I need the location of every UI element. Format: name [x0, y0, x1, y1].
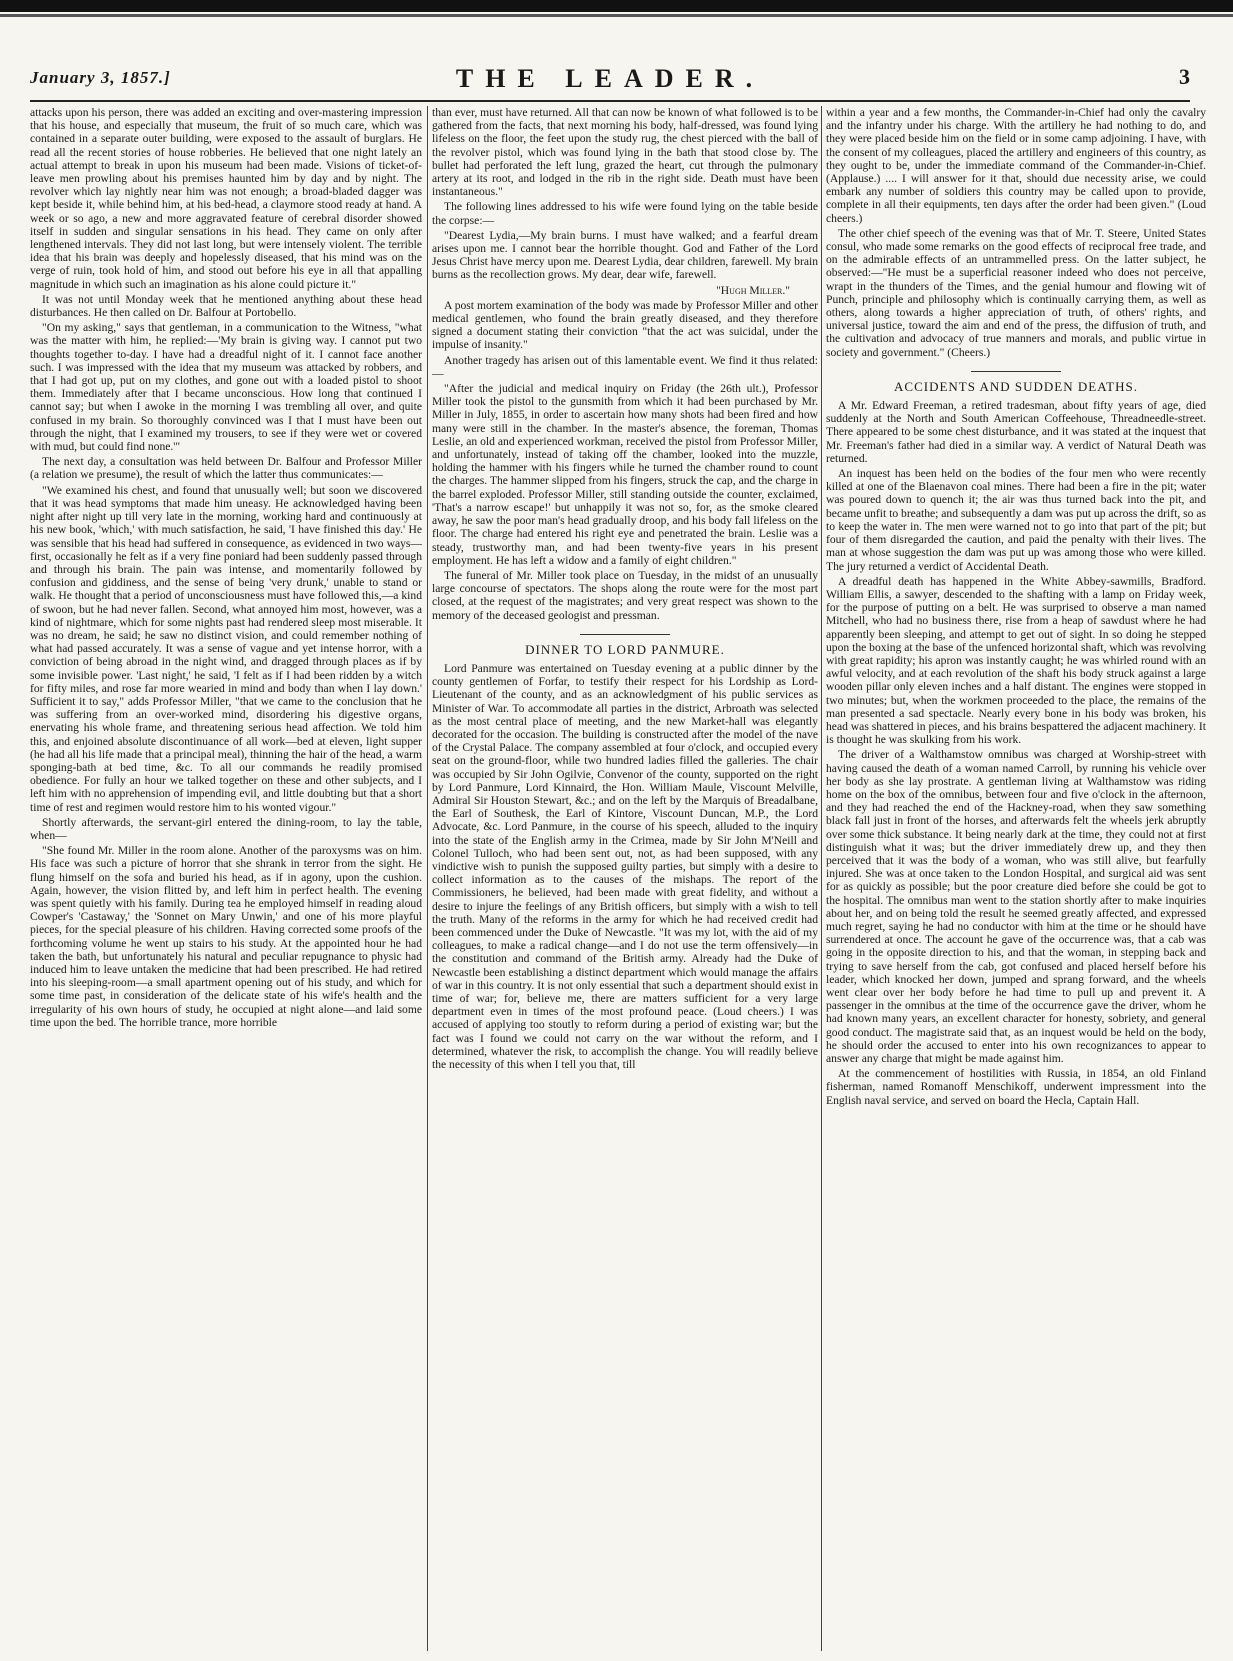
paragraph: A post mortem examination of the body was made by Professor Miller and other medical gentlemen, who found the brain greatly diseased, and they therefore signed a document stating their conviction "that the act was suicidal, under the impulse of insanity."	[432, 298, 818, 352]
masthead	[30, 64, 1190, 96]
section-separator	[580, 634, 670, 635]
paragraph: "On my asking," says that gentleman, in a communication to the Witness, "what was the matter with him, he replied:—'My brain is giving way. I cannot put two thoughts together to-day. I have had a dreadful night of it. I cannot face another such. I was impressed with the idea that my museum was attacked by robbers, and that I had got up, put on my clothes, and gone out with a loaded pistol to shoot them. Immediately after that I became unconscious. How long that continued I cannot say; but when I awoke in the morning I was trembling all over, and quite confused in my brain. So thoroughly convinced was I that I must have been out through the night, that I examined my trousers, to see if they were wet or covered with mud, but could find none.'"	[30, 321, 422, 454]
paragraph: within a year and a few months, the Commander-in-Chief had only the cavalry and the infantry under his charge. With the artillery he had nothing to do, and they were placed beside him on the field or in some camp adjoining. I have, with the consent of my colleagues, placed the artillery and engineers of this country, as they ought to be, under the immediate command of the Commander-in-Chief. (Applause.) .... I will answer for it that, should due necessity arise, we could embark any number of soldiers this country may be called upon to provide, complete in all their equipments, ten days after the order had been given." (Loud cheers.)	[826, 106, 1206, 225]
paragraph: Shortly afterwards, the servant-girl entered the dining-room, to lay the table, when—	[30, 815, 422, 842]
paragraph: "Dearest Lydia,—My brain burns. I must have walked; and a fearful dream arises upon me. I cannot bear the horrible thought. God and Father of the Lord Jesus Christ have mercy upon me. Dearest Lydia, dear children, farewell. My brain burns as the recollection grows. My dear, dear wife, farewell.	[432, 228, 818, 282]
paragraph: Lord Panmure was entertained on Tuesday evening at a public dinner by the county gentlemen of Forfar, to testify their respect for his Lordship as Lord-Lieutenant of the county, and as an acknowledgment of his public services as Minister of War. To accommodate all parties in the district, Arbroath was selected as the most central place of meeting, and the new Market-hall was elegantly decorated for the occasion. The building is constructed after the model of the nave of the Crystal Palace. The company assembled at four o'clock, and occupied every seat on the ground-floor, while two hundred ladies filled the galleries. The chair was occupied by Sir John Ogilvie, Convenor of the county, supported on the right by Lord Panmure, Lord Kinnaird, the Hon. William Maule, Viscount Melville, Admiral Sir Houston Stewart, &c.; and on the left by the Marquis of Breadalbane, the Earl of Southesk, the Earl of Kintore, Viscount Duncan, M.P., the Lord Advocate, &c. Lord Panmure, in the course of his speech, alluded to the inquiry into the state of the English army in the Crimea, made by Sir John M'Neill and Colonel Tulloch, who had been sent out, not, as had been supposed, with any vindictive wish to punish the supposed guilty parties, but simply with a desire to collect information as to the causes of the mishaps. The report of the Commissioners, he believed, had been made with great fidelity, and without a desire to injure the feelings of any British officers, but simply with a wish to tell the truth. Many of the reforms in the army for which he had received credit had been commenced under the Duke of Newcastle. "It was my lot, with the aid of my colleagues, to make a radical change—and I do not use the term offensively—in the constitution and command of the British army. Already had the Duke of Newcastle been establishing a distinct department which would manage the affairs of war in this country. It is not only essential that such a department should exist in time of war; for, believe me, there are matters sufficient for a very large department even in times of the most profound peace. (Loud cheers.) I was accused of applying too stoutly to reform during a period of existing war; but the fact was I found we could not carry on the war without the reform, and I determined, whatever the risk, to accomplish the change. You will readily believe the necessity of this when I tell you that, till	[432, 661, 818, 1072]
top-border-rule-thin	[0, 14, 1233, 17]
paragraph: The driver of a Walthamstow omnibus was charged at Worship-street with having caused the death of a woman named Carroll, by running his vehicle over her body as she lay prostrate. A gentleman living at Walthamstow was riding home on the box of the omnibus, between four and five o'clock in the afternoon, and they had reached the end of the Hackney-road, when they saw something black fall just in front of the horses, and afterwards felt the wheels jerk abruptly over some thick substance. It being nearly dark at the time, they could not at first distinguish what it was; but the driver immediately drew up, and they then perceived that it was the body of a woman, who was still alive, but fearfully injured. She was at once taken to the London Hospital, and surgical aid was sent for as quickly as possible; but the poor creature died before she could be got to the hospital. The omnibus man went to the station shortly after to make inquiries about her, and on being told the result he seemed greatly affected, and expressed much regret, saying he had no conductor with him at the time or he should have surrendered at once. The account he gave of the occurrence was, that a cab was going in the opposite direction to his, and that the woman, in stepping back and trying to save herself from the cab, got confused and placed herself before his leader, which knocked her down, jumped and sprang forward, and the wheels went clear over her body before he had time to pull up and prevent it. A passenger in the omnibus at the time of the occurrence gave the driver, whom he had known many years, an excellent character for honesty, sobriety, and general good conduct. The magistrate said that, as an inquest would be held on the body, he should order the accused to enter into his own recognizances to appear to answer any charge that might be made against him.	[826, 748, 1206, 1066]
paragraph: It was not until Monday week that he mentioned anything about these head disturbances. He then called on Dr. Balfour at Portobello.	[30, 292, 422, 320]
page-number: 3	[1179, 64, 1190, 89]
paragraph: The next day, a consultation was held between Dr. Balfour and Professor Miller (a relation we presume), the result of which the latter thus communicates:—	[30, 455, 422, 482]
paragraph: "After the judicial and medical inquiry on Friday (the 26th ult.), Professor Miller took the pistol to the gunsmith from which it had been purchased by Mr. Miller in July, 1855, in order to ascertain how many shots had been fired and how many were still in the chamber. In the master's absence, the foreman, Thomas Leslie, an old and experienced workman, received the pistol from Professor Miller, and unfortunately, instead of taking off the chamber, looked into the muzzle, holding the hammer with his fingers while he turned the chamber round to count the charges. The hammer slipped from his fingers, struck the cap, and the charge in the barrel exploded. Professor Miller, still standing outside the counter, exclaimed, 'That's a narrow escape!' but unhappily it was not so, for, as the smoke cleared away, he saw the poor man's head gradually droop, and his body fall lifeless on the floor. The charge had entered his right eye and penetrated the brain. Leslie was a steady, trustworthy man, and had been twenty-five years in his present employment. He has left a widow and a family of eight children."	[432, 382, 818, 567]
paragraph: attacks upon his person, there was added an exciting and over-mastering impression that his house, and especially that museum, the fruit of so much care, which was contained in a separate outer building, were exposed to the assault of burglars. He read all the recent stories of house robberies. He believed that one night lately an actual attempt to break in upon his museum had been made. Visions of ticket-of-leave men prowling about his premises haunted him by day and by night. The revolver which lay nightly near him was not enough; a broad-bladed dagger was kept beside it, while behind him, at his bed-head, a claymore stood ready at hand. A week or so ago, a new and more aggravated feature of cerebral disorder showed itself in sudden and singular sensations in his head. They came on only after lengthened intervals. They did not last long, but were intensely violent. The terrible idea that his brain was deeply and hopelessly diseased, that his mind was on the verge of ruin, took hold of him, and stood out before his eye in all that appalling magnitude in which such an imagination as his alone could picture it."	[30, 106, 422, 291]
paragraph: A dreadful death has happened in the White Abbey-sawmills, Bradford. William Ellis, a sawyer, descended to the shafting with a lamp on Friday week, for the purpose of putting on a belt. He was surprised to observe a man named Mitchell, who had no business there, rise from a heap of sawdust where he had apparently been sleeping, and attempt to get out of sight. In so doing he stepped upon the boxing at the base of the unfenced horizontal shaft, which was revolving with great rapidity; his apron was instantly caught; he was whirled round with an awful velocity, and at each revolution of the shaft his body struck against a large wooden pillar only eleven inches and a half distant. The engines were stopped in two minutes; but, when the workmen proceeded to the place, the remains of the man presented a sad spectacle. Nearly every bone in his body was broken, his head was shattered in pieces, and his brains bespattered the adjacent machinery. It is thought he was skulking from his work.	[826, 574, 1206, 747]
paragraph: "She found Mr. Miller in the room alone. Another of the paroxysms was on him. His face was such a picture of horror that she shrank in terror from the sight. He flung himself on the sofa and buried his head, as if in agony, upon the cushion. Again, however, the vision flitted by, and left him in perfect health. The evening was spent quietly with his family. During tea he employed himself in reading aloud Cowper's 'Castaway,' the 'Sonnet on Mary Unwin,' and one of his more playful pieces, for the special pleasure of his children. Having corrected some proofs of the forthcoming volume he went up stairs to his study. At the appointed hour he had taken the bath, but unfortunately his natural and peculiar repugnance to physic had induced him to leave untaken the medicine that had been prescribed. He had retired into his sleeping-room—a small apartment opening out of his study, and which for some time past, in consideration of the delicate state of his wife's health and the irregularity of his own hours of study, he occupied at night alone—and laid some time upon the bed. The horrible trance, more horrible	[30, 844, 422, 1029]
section-separator	[971, 371, 1061, 372]
paragraph: Another tragedy has arisen out of this lamentable event. We find it thus related:—	[432, 353, 818, 380]
newspaper-title: THE LEADER.	[455, 64, 765, 93]
section-heading: DINNER TO LORD PANMURE.	[525, 641, 725, 657]
paragraph: than ever, must have returned. All that can now be known of what followed is to be gathered from the facts, that next morning his body, half-dressed, was found lying lifeless on the floor, the feet upon the study rug, the chest pierced with the ball of the revolver pistol, which was found lying in the bath that stood close by. The bullet had perforated the left lung, grazed the heart, cut through the pulmonary artery at its root, and lodged in the rib in the right side. Death must have been instantaneous."	[432, 106, 818, 199]
paragraph: At the commencement of hostilities with Russia, in 1854, an old Finland fisherman, named Romanoff Menschikoff, underwent impressment into the English naval service, and served on board the Hecla, Captain Hall.	[826, 1067, 1206, 1107]
header-rule	[30, 100, 1190, 102]
top-border-rule	[0, 0, 1233, 12]
issue-date: January 3, 1857.]	[30, 68, 171, 87]
paragraph: A Mr. Edward Freeman, a retired tradesman, about fifty years of age, died suddenly at the North and South American Coffeehouse, Threadneedle-street. There appeared to be some chest disturbance, and it was stated at the inquest that Mr. Freeman's father had died in a similar way. A verdict of Natural Death was returned.	[826, 399, 1206, 465]
paragraph: The other chief speech of the evening was that of Mr. T. Steere, United States consul, who made some remarks on the good effects of reciprocal free trade, and on the admirable effects of an untrammelled press. On the latter subject, he observed:—"He must be a superficial reasoner indeed who does not perceive, wrapt in the thunders of the Times, and the genial humour and flowing wit of Punch, principle and philosophy which is continually carrying them, as well as others, along towards a higher appreciation of truth, of others' rights, and universal justice, toward the aim and end of the press, the diffusion of truth, and the cultivation and advocacy of true manners and morals, and public virtue in society and government." (Cheers.)	[826, 226, 1206, 359]
paragraph: The following lines addressed to his wife were found lying on the table beside the corpse:—	[432, 200, 818, 227]
column-divider	[427, 106, 428, 1651]
paragraph: "We examined his chest, and found that unusually well; but soon we discovered that it was head symptoms that made him uneasy. He acknowledged having been night after night up till very late in the morning, working hard and continuously at his new book, 'which,' with much satisfaction, he said, 'I have finished this day.' He was sensible that his head had suffered in consequence, as evidenced in two ways—first, occasionally he felt as if a very fine poniard had been suddenly passed through and through his brain. The pain was intense, and momentarily followed by confusion and giddiness, and the sense of being 'very drunk,' unable to stand or walk. He thought that a period of unconsciousness must have followed this,—a kind of swoon, but he had never fallen. Second, what annoyed him most, however, was a kind of nightmare, which for some nights past had rendered sleep most miserable. It was no dream, he said; he saw no distinct vision, and could remember nothing of what had passed accurately. It was a sense of vague and yet intense horror, with a conviction of being abroad in the night wind, and dragged through places as if by some invisible power. 'Last night,' he said, 'I felt as if I had been ridden by a witch for fifty miles, and rose far more wearied in mind and body than when I lay down.' Sufficient it to say," adds Professor Miller, "that we came to the conclusion that he was suffering from an over-worked mind, disordering his digestive organs, enervating his whole frame, and threatening serious head affection. We told him this, and enjoined absolute discontinuance of all work—bed at eleven, light supper (he had all his life made that a principal meal), thinning the hair of the head, a warm sponging-bath at bed time, &c. To all our commands he readily promised obedience. For fully an hour we talked together on these and other subjects, and I left him with no apprehension of impending evil, and little doubting but that a short time of rest and regimen would restore him to his wonted vigour."	[30, 483, 422, 814]
paragraph: The funeral of Mr. Miller took place on Tuesday, in the midst of an unusually large concourse of spectators. The shops along the route were for the most part closed, at the request of the magistrates; and very great respect was shown to the memory of the deceased geologist and pressman.	[432, 568, 818, 622]
column-1	[30, 106, 422, 1651]
column-2	[432, 106, 818, 1651]
signature-line: "Hugh Miller."	[716, 283, 790, 297]
paragraph: An inquest has been held on the bodies of the four men who were recently killed at one of the Blaenavon coal mines. There had been a fire in the pit; water was poured down to quench it; the air was thus turned back into the pit, and became unfit to breathe; and subsequently a dam was put up across the drift, so as to keep the water in. The men were warned not to go into that part of the pit; but four of them disregarded the caution, and paid the penalty with their lives. The man at whose suggestion the dam was put up was among those who were killed. The jury returned a verdict of Accidental Death.	[826, 467, 1206, 573]
column-divider	[821, 106, 822, 1651]
column-3	[826, 106, 1206, 1651]
section-heading: ACCIDENTS AND SUDDEN DEATHS.	[894, 378, 1138, 394]
